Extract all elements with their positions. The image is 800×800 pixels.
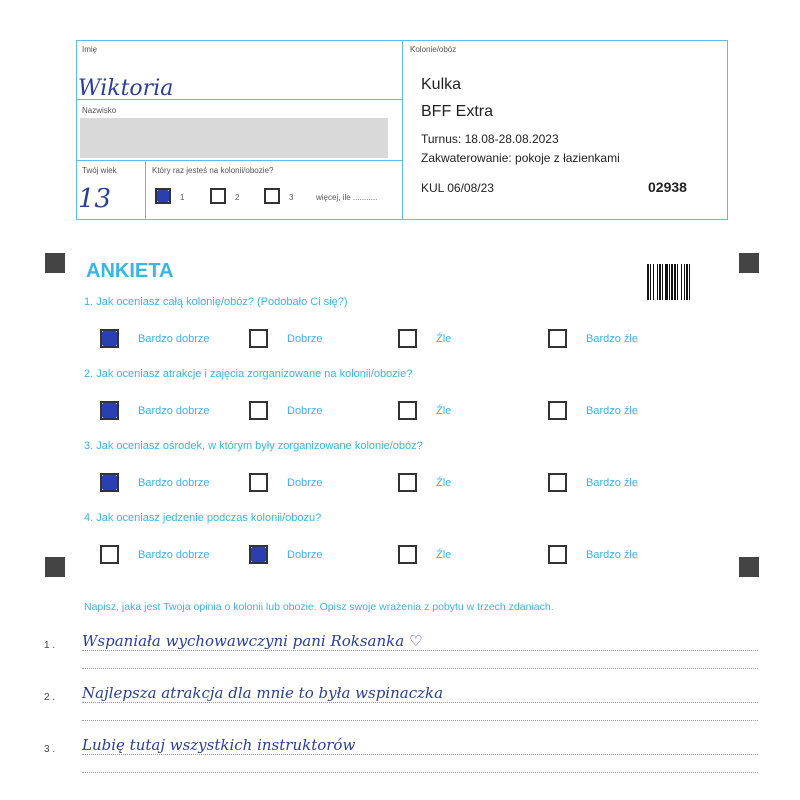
barcode-bar bbox=[689, 264, 690, 300]
barcode-bar bbox=[681, 264, 682, 300]
question-1-option-3-checkbox[interactable] bbox=[398, 329, 417, 348]
question-4-option-4-label: Bardzo źle bbox=[586, 549, 638, 561]
question-2: 2. Jak oceniasz atrakcje i zajęcia zorganizowane na kolonii/obozie? bbox=[84, 368, 413, 380]
opinion-line-text[interactable]: Najlepsza atrakcja dla mnie to była wspinaczka bbox=[82, 684, 444, 702]
name-label: Imię bbox=[82, 45, 98, 54]
barcode-bar bbox=[677, 264, 678, 300]
question-2-option-2-label: Dobrze bbox=[287, 405, 323, 417]
barcode-bar bbox=[671, 264, 673, 300]
question-1-option-4-label: Bardzo źle bbox=[586, 333, 638, 345]
question-3-option-3-checkbox[interactable] bbox=[398, 473, 417, 492]
survey-title: ANKIETA bbox=[86, 260, 174, 282]
barcode-bar bbox=[653, 264, 654, 300]
question-3-option-4-checkbox[interactable] bbox=[548, 473, 567, 492]
barcode-bar bbox=[659, 264, 661, 300]
question-1-option-2-label: Dobrze bbox=[287, 333, 323, 345]
surname-label: Nazwisko bbox=[82, 106, 117, 115]
question-3-option-1-label: Bardzo dobrze bbox=[138, 477, 210, 489]
times-option-2: 2 bbox=[235, 193, 240, 202]
age-value[interactable]: 13 bbox=[78, 184, 112, 214]
question-1: 1. Jak oceniasz całą kolonię/obóz? (Podobało Ci się?) bbox=[84, 296, 348, 308]
barcode-bar bbox=[662, 264, 663, 300]
age-label: Twój wiek bbox=[82, 166, 117, 175]
opinion-line-text[interactable]: Wspaniała wychowawczyni pani Roksanka ♡ bbox=[82, 632, 423, 650]
question-3-option-2-checkbox[interactable] bbox=[249, 473, 268, 492]
camp-label: Kolonie/obóz bbox=[410, 45, 457, 54]
question-1-option-4-checkbox[interactable] bbox=[548, 329, 567, 348]
registration-mark-top-left bbox=[45, 253, 65, 273]
question-3-option-1-checkbox[interactable] bbox=[100, 473, 119, 492]
question-2-option-1-label: Bardzo dobrze bbox=[138, 405, 210, 417]
opinion-line-number: 2 . bbox=[44, 692, 56, 703]
writing-line bbox=[82, 754, 758, 755]
registration-mark-bottom-left bbox=[45, 557, 65, 577]
barcode-bar bbox=[657, 264, 658, 300]
barcode-bar bbox=[686, 264, 688, 300]
question-1-option-2-checkbox[interactable] bbox=[249, 329, 268, 348]
question-4-option-3-label: Źle bbox=[436, 549, 452, 561]
question-4-option-1-checkbox[interactable] bbox=[100, 545, 119, 564]
times-option-more: więcej, ile ........... bbox=[316, 193, 378, 202]
times-option-1: 1 bbox=[180, 193, 185, 202]
registration-mark-bottom-right bbox=[739, 557, 759, 577]
barcode bbox=[647, 264, 707, 300]
question-1-option-1-checkbox[interactable] bbox=[100, 329, 119, 348]
question-3-option-3-label: Źle bbox=[436, 477, 452, 489]
barcode-bar bbox=[674, 264, 676, 300]
registration-mark-top-right bbox=[739, 253, 759, 273]
opinion-line-text[interactable]: Lubię tutaj wszystkich instruktorów bbox=[82, 736, 356, 754]
question-4-option-3-checkbox[interactable] bbox=[398, 545, 417, 564]
question-4: 4. Jak oceniasz jedzenie podczas kolonii/obozu? bbox=[84, 512, 322, 524]
times-checkbox-1[interactable] bbox=[155, 188, 171, 204]
question-1-option-1-label: Bardzo dobrze bbox=[138, 333, 210, 345]
writing-line bbox=[82, 668, 758, 669]
writing-line bbox=[82, 772, 758, 773]
redacted-surname bbox=[80, 118, 388, 158]
barcode-bar bbox=[669, 264, 670, 300]
question-2-option-2-checkbox[interactable] bbox=[249, 401, 268, 420]
camp-code: KUL 06/08/23 bbox=[421, 181, 494, 195]
camp-program: BFF Extra bbox=[421, 103, 494, 120]
opinion-line-number: 1 . bbox=[44, 640, 56, 651]
turnus: Turnus: 18.08-28.08.2023 bbox=[421, 132, 559, 146]
times-option-3: 3 bbox=[289, 193, 294, 202]
question-3-option-4-label: Bardzo źle bbox=[586, 477, 638, 489]
camp-name: Kulka bbox=[421, 76, 462, 93]
question-4-option-4-checkbox[interactable] bbox=[548, 545, 567, 564]
question-1-option-3-label: Źle bbox=[436, 333, 452, 345]
question-3: 3. Jak oceniasz ośrodek, w którym były zorganizowane kolonie/obóz? bbox=[84, 440, 423, 452]
form-number: 02938 bbox=[648, 179, 687, 195]
question-4-option-1-label: Bardzo dobrze bbox=[138, 549, 210, 561]
writing-line bbox=[82, 650, 758, 651]
barcode-bar bbox=[665, 264, 668, 300]
accommodation: Zakwaterowanie: pokoje z łazienkami bbox=[421, 151, 620, 165]
barcode-bar bbox=[684, 264, 685, 300]
question-4-option-2-label: Dobrze bbox=[287, 549, 323, 561]
writing-line bbox=[82, 720, 758, 721]
times-checkbox-2[interactable] bbox=[210, 188, 226, 204]
question-3-option-2-label: Dobrze bbox=[287, 477, 323, 489]
question-4-option-2-checkbox[interactable] bbox=[249, 545, 268, 564]
question-2-option-3-checkbox[interactable] bbox=[398, 401, 417, 420]
barcode-bar bbox=[650, 264, 651, 300]
opinion-prompt: Napisz, jaka jest Twoja opinia o kolonii lub obozie. Opisz swoje wrażenia z pobytu w trzech zdaniach. bbox=[84, 601, 554, 613]
barcode-bar bbox=[647, 264, 649, 300]
times-label: Który raz jesteś na kolonii/obozie? bbox=[152, 166, 274, 175]
question-2-option-4-checkbox[interactable] bbox=[548, 401, 567, 420]
opinion-line-number: 3 . bbox=[44, 744, 56, 755]
writing-line bbox=[82, 702, 758, 703]
question-2-option-1-checkbox[interactable] bbox=[100, 401, 119, 420]
question-2-option-3-label: Źle bbox=[436, 405, 452, 417]
name-value[interactable]: Wiktoria bbox=[78, 76, 174, 101]
question-2-option-4-label: Bardzo źle bbox=[586, 405, 638, 417]
times-checkbox-3[interactable] bbox=[264, 188, 280, 204]
